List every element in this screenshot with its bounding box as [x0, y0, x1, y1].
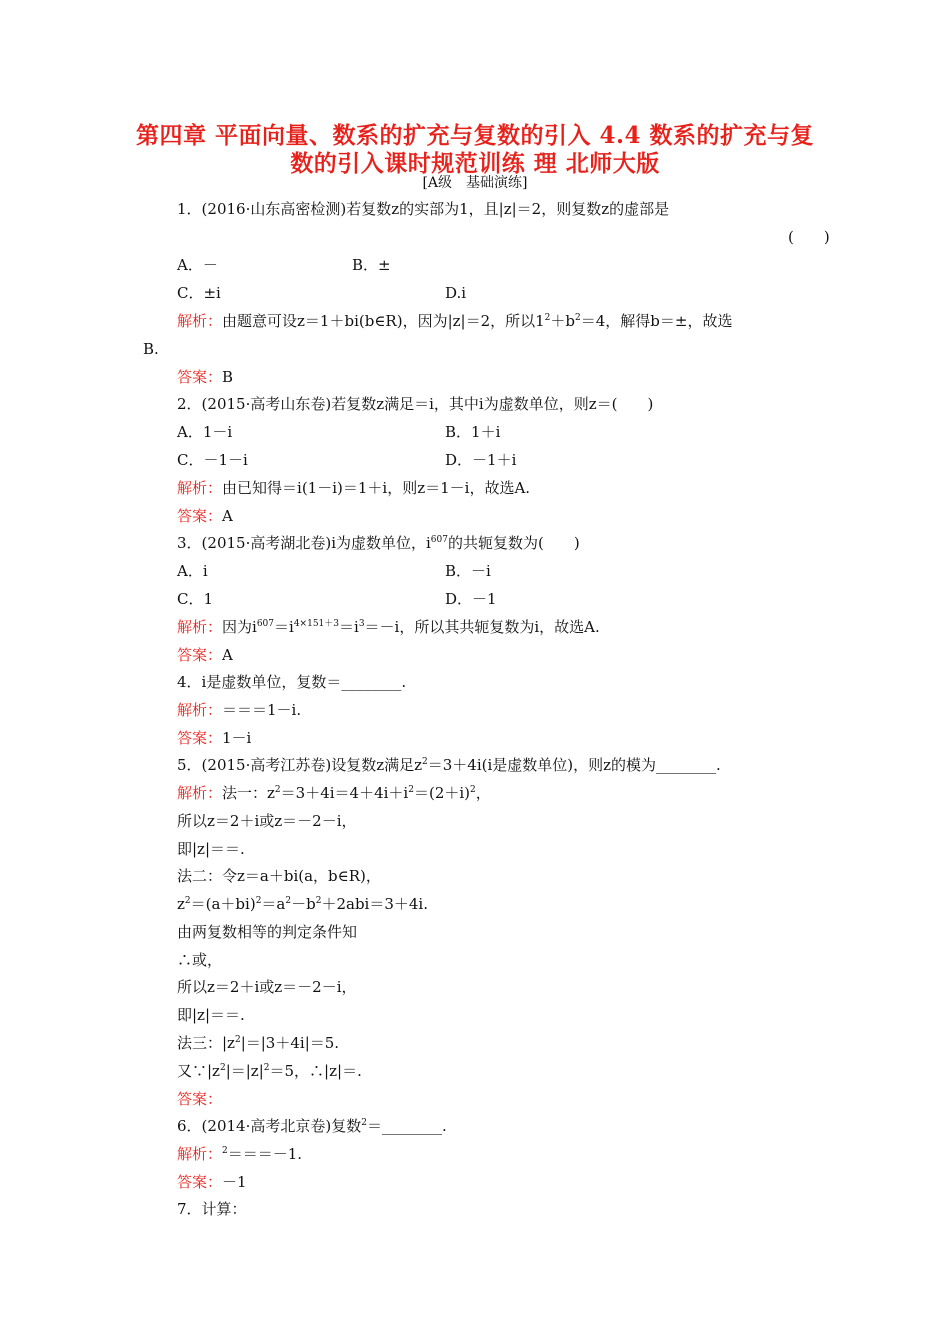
q7-stem: 7．计算：	[177, 1200, 247, 1218]
superscript: 2	[184, 896, 191, 906]
q3-option-a: A．i	[177, 562, 208, 580]
q1-option-a: A．－	[177, 256, 218, 274]
q5-text: ＝(2＋i)	[413, 784, 471, 802]
q3-option-c: C．1	[177, 590, 214, 608]
q5-analysis-line-5	[177, 894, 428, 914]
q6-answer-value: －1	[222, 1173, 247, 1191]
q3-option-b: B．－i	[445, 562, 491, 580]
q3-stem-text: 3．(2015·高考湖北卷)i为虚数单位，i	[177, 534, 431, 552]
q5-text: 法三：|z	[177, 1034, 235, 1052]
q2-answer-value: A	[222, 507, 233, 525]
q5-text: ＝5，∴|z|＝.	[269, 1062, 362, 1080]
q6-analysis	[177, 1144, 302, 1164]
q4-analysis-text: ＝＝＝1－i.	[222, 701, 302, 719]
q3-option-d: D．－1	[445, 590, 497, 608]
q4-analysis	[177, 700, 301, 720]
superscript: 2	[234, 1035, 241, 1045]
q5-text: ＋2abi＝3＋4i.	[321, 895, 428, 913]
q5-stem-text: 5．(2015·高考江苏卷)设复数z满足z	[177, 756, 422, 774]
q5-text: |＝|z|	[225, 1062, 264, 1080]
superscript: 2	[422, 757, 428, 767]
superscript: 2	[408, 785, 414, 795]
superscript: 2	[470, 785, 476, 795]
q5-stem	[177, 755, 721, 775]
q3-stem	[177, 533, 580, 553]
q5-analysis-line-2: 所以z＝2＋i或z＝－2－i，	[177, 812, 357, 830]
superscript: 2	[274, 785, 281, 795]
q5-text: ＝a	[261, 895, 286, 913]
q6-stem	[177, 1116, 447, 1136]
q5-analysis-line-9: 即|z|＝＝.	[177, 1006, 245, 1024]
q3-analysis-text: 因为i	[222, 618, 257, 636]
q2-analysis-text: 由已知得＝i(1－i)＝1＋i，则z＝1－i，故选A.	[222, 479, 531, 497]
section-heading: [A级 基础演练]	[422, 175, 528, 191]
superscript: 2	[361, 1118, 367, 1128]
q6-answer	[177, 1172, 247, 1192]
q5-analysis-line-3: 即|z|＝＝.	[177, 840, 245, 858]
q5-text: ，	[475, 784, 491, 802]
answer-label: 答案：	[177, 507, 223, 525]
q1-stem: 1．(2016·山东高密检测)若复数z的实部为1，且|z|＝2，则复数z的虚部是	[177, 200, 670, 218]
q5-stem-text: ＝3＋4i(i是虚数单位)，则z的模为________.	[427, 756, 721, 774]
q5-analysis-line-10	[177, 1033, 339, 1053]
q3-answer	[177, 645, 233, 665]
superscript: 607	[430, 535, 448, 545]
superscript: 2	[315, 896, 322, 906]
q5-text: 法一：z	[222, 784, 275, 802]
superscript: 4×151＋3	[293, 619, 339, 629]
q3-analysis	[177, 617, 600, 637]
q5-text: ＝(a＋bi)	[190, 895, 256, 913]
superscript: 2	[219, 1063, 226, 1073]
q5-analysis-line-8: 所以z＝2＋i或z＝－2－i，	[177, 978, 357, 996]
superscript: 2	[222, 1146, 228, 1156]
superscript: 2	[255, 896, 262, 906]
document-title: 第四章 平面向量、数系的扩充与复数的引入 4.4 数系的扩充与复数的引入课时规范训练 理 北师大版	[135, 122, 815, 177]
q5-text: ＝3＋4i＝4＋4i＋i	[280, 784, 409, 802]
superscript: 2	[285, 896, 292, 906]
q5-analysis-line-6: 由两复数相等的判定条件知	[177, 923, 358, 941]
answer-label: 答案：	[177, 368, 223, 386]
q5-analysis-line-4: 法二：令z＝a＋bi(a，b∈R)，	[177, 867, 381, 885]
q3-analysis-text: ＝i	[274, 618, 294, 636]
q4-stem: 4．i是虚数单位，复数＝________.	[177, 673, 407, 691]
q1-answer	[177, 367, 233, 387]
q3-analysis-text: ＝－i，所以其共轭复数为i，故选A.	[364, 618, 600, 636]
q1-analysis	[177, 311, 732, 331]
superscript: 2	[575, 313, 581, 323]
superscript: 3	[358, 619, 365, 629]
q1-option-c: C．±i	[177, 284, 221, 302]
q5-analysis-line-11	[177, 1061, 362, 1081]
q6-stem-text: ＝________.	[366, 1117, 447, 1135]
q2-option-b: B．1＋i	[445, 423, 501, 441]
q2-option-c: C．－1－i	[177, 451, 248, 469]
q2-option-a: A．1－i	[177, 423, 233, 441]
analysis-label: 解析：	[177, 1145, 223, 1163]
q5-text: |＝|3＋4i|＝5.	[240, 1034, 340, 1052]
q4-answer	[177, 728, 251, 748]
q6-stem-text: 6．(2014·高考北京卷)复数	[177, 1117, 362, 1135]
analysis-label: 解析：	[177, 312, 223, 330]
q5-text: 又∵|z	[177, 1062, 220, 1080]
superscript: 2	[544, 313, 551, 323]
superscript: 607	[256, 619, 275, 629]
q5-text: －b	[291, 895, 316, 913]
q1-option-b: B．±	[352, 256, 391, 274]
q1-answer-paren: ( )	[788, 228, 830, 246]
q2-option-d: D．－1＋i	[445, 451, 517, 469]
q2-stem: 2．(2015·高考山东卷)若复数z满足＝i，其中i为虚数单位，则z＝( )	[177, 395, 654, 413]
analysis-label: 解析：	[177, 618, 223, 636]
q3-analysis-text: ＝i	[339, 618, 359, 636]
answer-label: 答案：	[177, 1173, 223, 1191]
q1-answer-value: B	[222, 368, 234, 386]
q3-stem-text: 的共轭复数为( )	[447, 534, 580, 552]
analysis-label: 解析：	[177, 479, 223, 497]
answer-label: 答案：	[177, 646, 223, 664]
q2-analysis	[177, 478, 530, 498]
q1-option-d: D.i	[445, 284, 467, 302]
answer-label: 答案：	[177, 729, 223, 747]
q5-text: z	[177, 895, 185, 913]
answer-label: 答案：	[177, 1090, 223, 1108]
q5-analysis-line-7: ∴或，	[177, 951, 223, 969]
superscript: 2	[263, 1063, 270, 1073]
analysis-label: 解析：	[177, 784, 223, 802]
q3-answer-value: A	[222, 646, 233, 664]
q4-answer-value: 1－i	[222, 729, 252, 747]
q1-analysis-text: ＋b	[550, 312, 576, 330]
q5-answer	[177, 1089, 222, 1109]
q1-analysis-text: 由题意可设z＝1＋bi(b∈R)，因为|z|＝2，所以1	[222, 312, 545, 330]
analysis-label: 解析：	[177, 701, 223, 719]
q1-analysis-text: ＝4，解得b＝±，故选	[580, 312, 733, 330]
q1-analysis-tail: B.	[143, 340, 159, 358]
q2-answer	[177, 506, 233, 526]
q6-analysis-text: ＝＝＝－1.	[227, 1145, 303, 1163]
q5-analysis-line-1	[177, 783, 491, 803]
